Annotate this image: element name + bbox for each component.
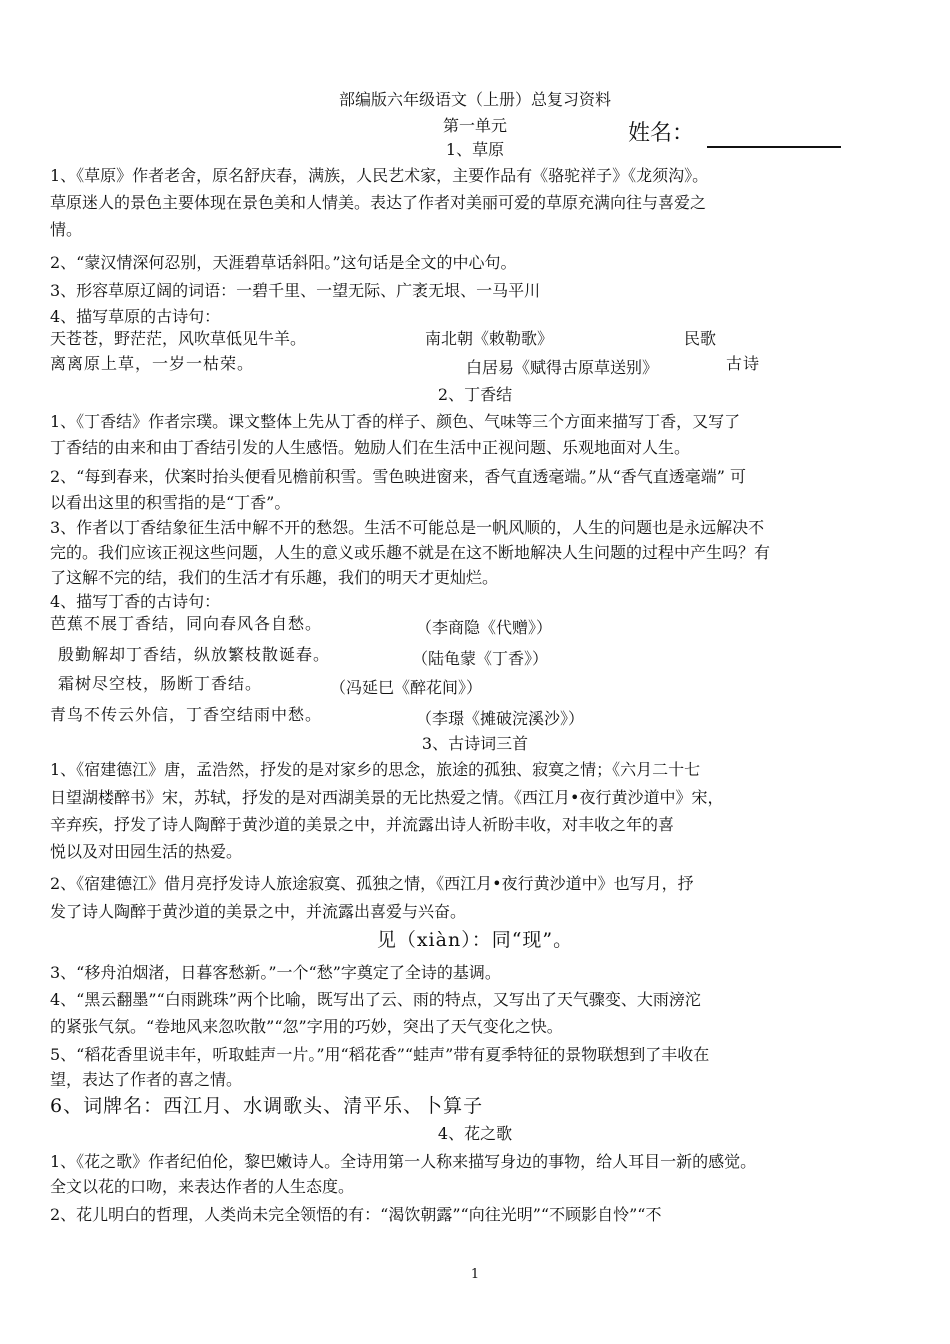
document-title: 部编版六年级语文（上册）总复习资料 [338,90,611,109]
poem-note: 民歌 [684,329,717,348]
text-line: 了这解不完的结，我们的生活才有乐趣，我们的明天才更灿烂。 [50,568,499,587]
unit-heading: 第一单元 [442,116,507,135]
text-line: 完的。我们应该正视这些问题，人生的意义或乐趣不就是在这不断地解决人生问题的过程中产生吗？有 [50,543,771,562]
text-line: 1、《花之歌》作者纪伯伦，黎巴嫩诗人。全诗用第一人称来描写身边的事物，给人耳目一新的感觉。 [50,1152,757,1171]
name-label: 姓名： [628,121,695,146]
section-heading-huazhige: 4、花之歌 [437,1124,513,1143]
text-line: 情。 [50,220,83,239]
text-line: 1、《丁香结》作者宗璞。课文整体上先从丁香的样子、颜色、气味等三个方面来描写丁香，又写了 [50,412,741,431]
text-line: 4、“黑云翻墨”“白雨跳珠”两个比喻，既写出了云、雨的特点，又写出了天气骤变、大雨滂沱 [50,990,701,1009]
poem-source: （李商隐《代赠》） [416,618,553,637]
text-line: 3、“移舟泊烟渚，日暮客愁新。”一个“愁”字奠定了全诗的基调。 [50,963,501,982]
text-line-note: 见（xiàn）：同“现”。 [376,929,574,951]
poem-line: 天苍苍，野茫茫，风吹草低见牛羊。 [50,329,307,348]
text-line: 4、描写丁香的古诗句： [50,592,221,611]
text-line: 3、作者以丁香结象征生活中解不开的愁怨。生活不可能总是一帆风顺的，人生的问题也是永远解决不 [50,518,765,537]
text-line: 全文以花的口吻，来表达作者的人生态度。 [50,1177,355,1196]
text-line: 丁香结的由来和由丁香结引发的人生感悟。勉励人们在生活中正视问题、乐观地面对人生。 [50,438,691,457]
text-line: 1、《宿建德江》唐，孟浩然，抒发的是对家乡的思念，旅途的孤独、寂寞之情；《六月二十七 [50,760,701,779]
text-line: 4、描写草原的古诗句： [50,307,221,326]
section-heading-caoyuan: 1、草原 [445,140,505,159]
text-line: 2、《宿建德江》借月亮抒发诗人旅途寂寞、孤独之情，《西江月•夜行黄沙道中》也写月，抒 [50,874,694,893]
text-line: 2、“每到春来，伏案时抬头便看见檐前积雪。雪色映进窗来，香气直透毫端。”从“香气直透毫端” 可 [50,467,746,486]
text-line: 5、“稻花香里说丰年，听取蛙声一片。”用“稻花香”“蛙声”带有夏季特征的景物联想到了丰收在 [50,1045,710,1064]
poem-source: （陆龟蒙《丁香》） [412,649,549,668]
poem-source: （冯延巳《醉花间》） [330,678,483,697]
text-line: 辛弃疾，抒发了诗人陶醉于黄沙道的美景之中，并流露出诗人祈盼丰收，对丰收之年的喜 [50,815,675,834]
text-line: 以看出这里的积雪指的是“丁香”。 [50,493,291,512]
poem-line: 殷勤解却丁香结，纵放繁枝散诞春。 [58,645,331,664]
text-line: 3、形容草原辽阔的词语：一碧千里、一望无际、广袤无垠、一马平川 [50,281,541,300]
page-number: 1 [470,1267,480,1282]
text-line: 日望湖楼醉书》宋，苏轼，抒发的是对西湖美景的无比热爱之情。《西江月•夜行黄沙道中》宋， [50,788,724,807]
text-line: 的紧张气氛。“卷地风来忽吹散”“忽”字用的巧妙，突出了天气变化之快。 [50,1017,563,1036]
section-heading-dingxiangjie: 2、丁香结 [437,385,513,404]
poem-source: 白居易《赋得古原草送别》 [466,358,659,377]
text-line: 6、词牌名：西江月、水调歌头、清平乐、卜算子 [50,1095,484,1117]
poem-line: 青鸟不传云外信，丁香空结雨中愁。 [50,705,323,724]
text-line: 发了诗人陶醉于黄沙道的美景之中，并流露出喜爱与兴奋。 [50,902,467,921]
text-line: 1、《草原》作者老舍，原名舒庆春，满族，人民艺术家，主要作品有《骆驼祥子》《龙须沟》。 [50,166,709,185]
text-line: 2、花儿明白的哲理，人类尚未完全领悟的有：“渴饮朝露”“向往光明”“不顾影自怜”“不 [50,1205,662,1224]
poem-line: 芭蕉不展丁香结，同向春风各自愁。 [50,614,323,633]
text-line: 草原迷人的景色主要体现在景色美和人情美。表达了作者对美丽可爱的草原充满向往与喜爱之 [50,193,707,212]
poem-source: 南北朝《敕勒歌》 [425,329,554,348]
poem-line: 离离原上草，一岁一枯荣。 [50,354,255,373]
text-line: 2、“蒙汉情深何忍别，天涯碧草话斜阳。”这句话是全文的中心句。 [50,253,517,272]
poem-line: 霜树尽空枝，肠断丁香结。 [58,674,263,693]
poem-note: 古诗 [726,354,761,373]
text-line: 望，表达了作者的喜之情。 [50,1070,243,1089]
section-heading-gushici: 3、古诗词三首 [421,734,529,753]
poem-source: （李璟《摊破浣溪沙》） [416,709,585,728]
text-line: 悦以及对田园生活的热爱。 [50,842,243,861]
